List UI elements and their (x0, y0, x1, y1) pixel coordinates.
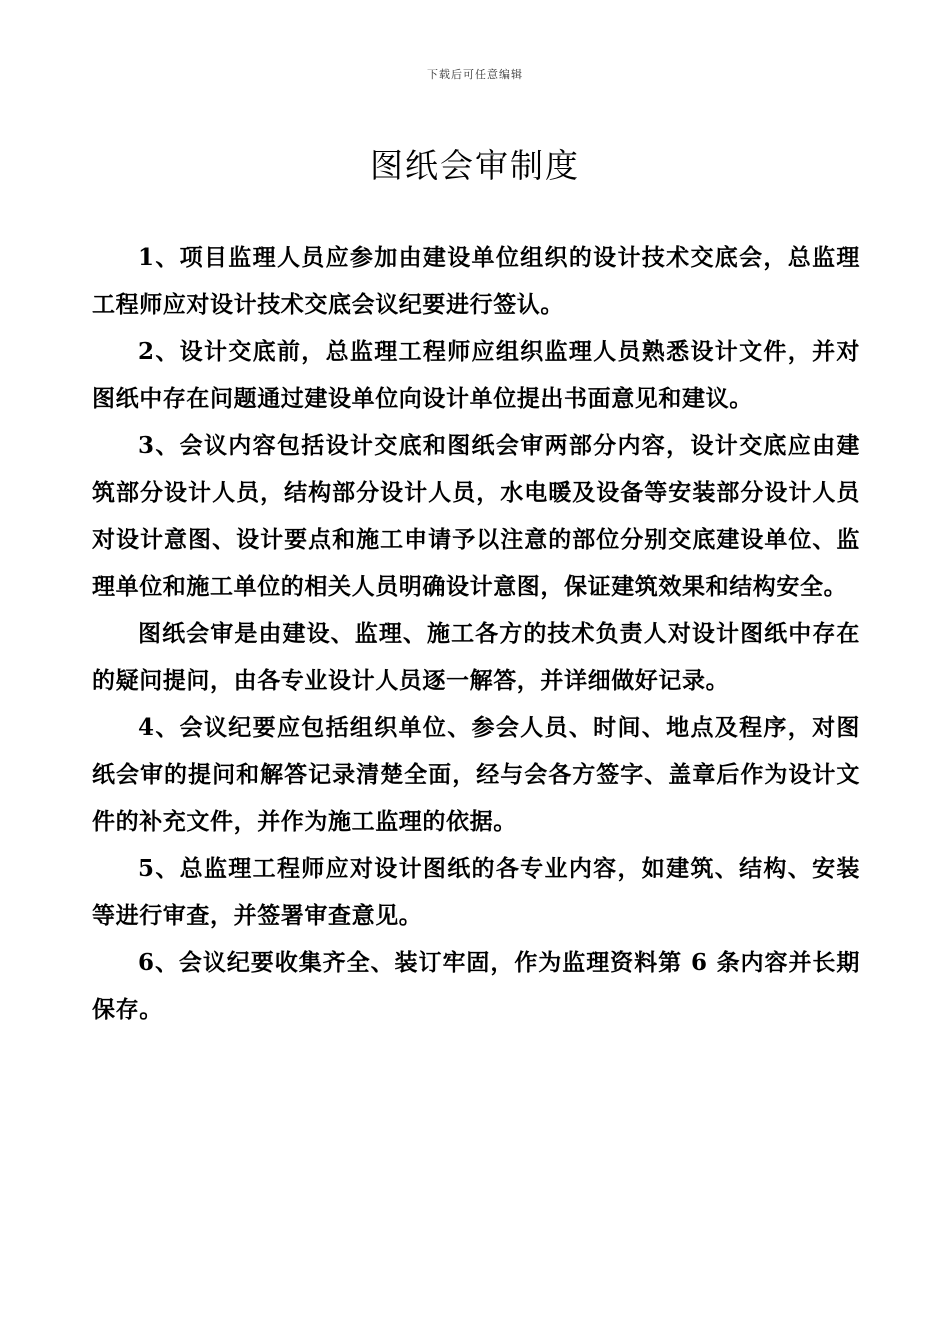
paragraph-5: 5、总监理工程师应对设计图纸的各专业内容，如建筑、结构、安装等进行审查，并签署审查意见。 (92, 855, 860, 929)
paragraph-3-continued: 图纸会审是由建设、监理、施工各方的技术负责人对设计图纸中存在的疑问提问，由各专业设计人员逐一解答，并详细做好记录。 (92, 620, 860, 694)
paragraph-1: 1、项目监理人员应参加由建设单位组织的设计技术交底会，总监理工程师应对设计技术交底会议纪要进行签认。 (92, 244, 860, 318)
document-body (92, 234, 860, 1033)
paragraph-2: 2、设计交底前，总监理工程师应组织监理人员熟悉设计文件，并对图纸中存在问题通过建设单位向设计单位提出书面意见和建议。 (92, 338, 860, 412)
document-title: 图纸会审制度 (370, 146, 580, 185)
header-note: 下载后可任意编辑 (427, 68, 523, 81)
paragraph-4: 4、会议纪要应包括组织单位、参会人员、时间、地点及程序，对图纸会审的提问和解答记录清楚全面，经与会各方签字、盖章后作为设计文件的补充文件，并作为施工监理的依据。 (92, 714, 860, 835)
paragraph-6: 6、会议纪要收集齐全、装订牢固，作为监理资料第 6 条内容并长期保存。 (92, 949, 860, 1023)
paragraph-3: 3、会议内容包括设计交底和图纸会审两部分内容，设计交底应由建筑部分设计人员，结构部分设计人员，水电暖及设备等安装部分设计人员对设计意图、设计要点和施工申请予以注意的部位分别交底建设单位、监理单位和施工单位的相关人员明确设计意图，保证建筑效果和结构安全。 (92, 432, 860, 600)
